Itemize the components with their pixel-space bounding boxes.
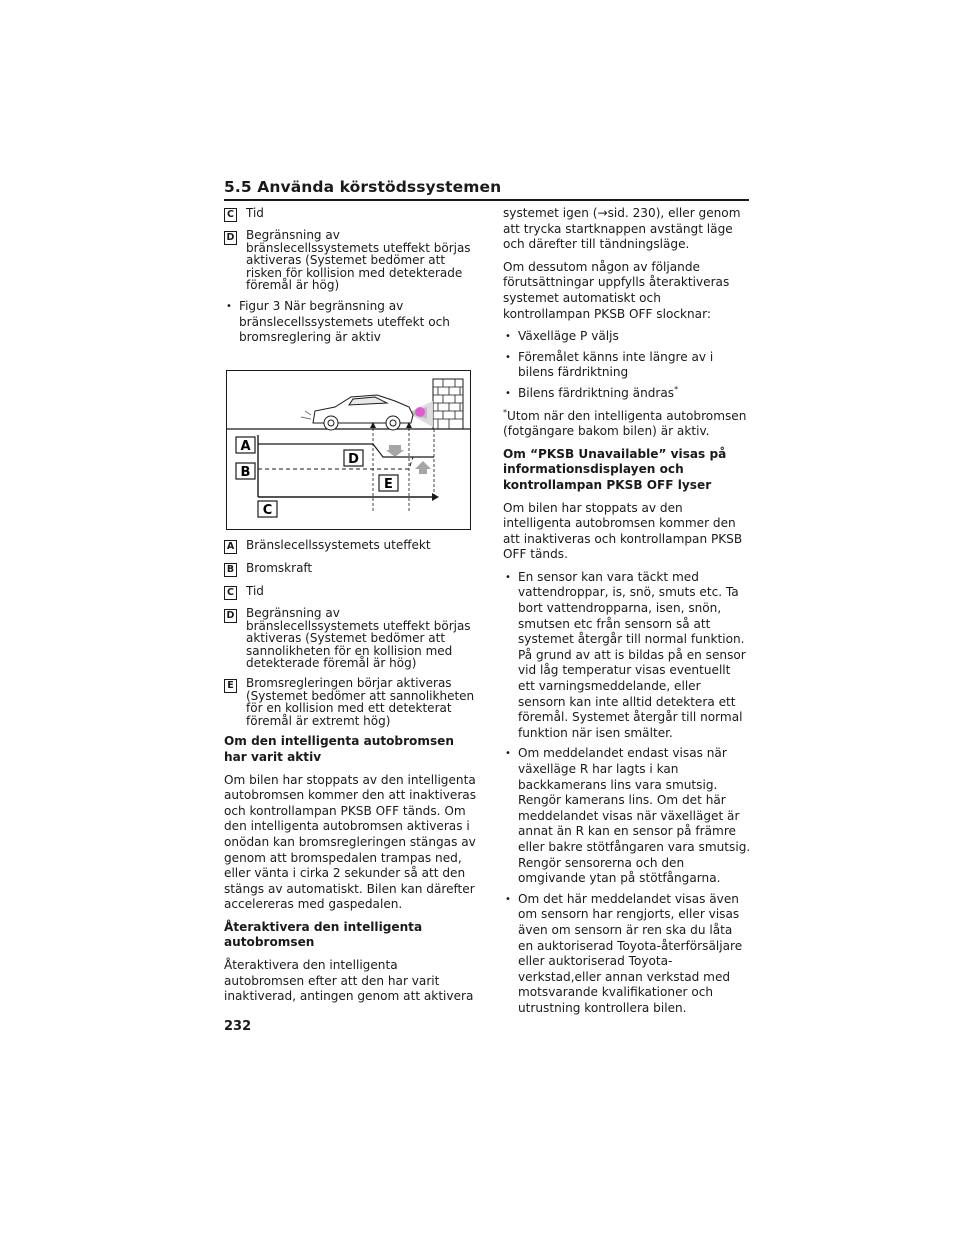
footnote bbox=[503, 409, 751, 440]
footnote-mark: * bbox=[674, 384, 679, 394]
label-text: Bromsregleringen börjar aktiveras (Systemet bedömer att sannolikheten för en kollision med ett detekterat föremål är extremt hög) bbox=[246, 675, 475, 728]
label-box: D bbox=[224, 609, 237, 623]
list-item: • Om meddelandet endast visas när växelläge R har lagts i kan backkamerans lins vara smutsig. Rengör kamerans lins. Om det här meddelandet visas när växelläget är annat än R kan en sensor på främre eller bakre stötfångaren vara smutsig. Rengör sensorerna och den omgivande ytan på stötfångarna. bbox=[503, 746, 751, 886]
list-item: • Om det här meddelandet visas även om sensorn har rengjorts, eller visas även om sensorn är ren ska du låta en auktoriserad Toyota-återförsäljare eller auktoriserad Toyota-verkstad,eller annan verkstad med motsvarande kvalifikationer och utrustning kontrollera bilen. bbox=[503, 892, 751, 1017]
right-column bbox=[503, 206, 751, 1024]
diagram-svg bbox=[227, 371, 470, 529]
list-item: • En sensor kan vara täckt med vattendroppar, is, snö, smuts etc. Ta bort vattendropparna, isen, snön, smutsen etc från sensorn så att systemet återgår till normal funktion. På grund av att is bildas på en sensor vid låg temperatur visas eventuellt ett varningsmeddelande, eller sensorn kan inte alltid detektera ett föremål. Systemet återgår till normal funktion när isen smälter. bbox=[503, 570, 751, 742]
figure-caption: • Figur 3 När begränsning av bränslecellssystemets uteffekt och bromsreglering är aktiv bbox=[224, 299, 476, 346]
list-item: • Föremålet känns inte längre av i bilens färdriktning bbox=[503, 350, 751, 381]
paragraph-conditions: Om dessutom någon av följande förutsättningar uppfylls återaktiveras systemet automatiskt och kontrollampan PKSB OFF slocknar: bbox=[503, 259, 730, 321]
label-box: E bbox=[224, 679, 237, 693]
label-box: D bbox=[224, 231, 237, 245]
heading-active: Om den intelligenta autobromsen har varit aktiv bbox=[224, 734, 454, 764]
legend-item-e bbox=[224, 677, 476, 727]
page-number: 232 bbox=[224, 1019, 252, 1034]
svg-text:D: D bbox=[348, 452, 359, 467]
paragraph-continued: systemet igen (→sid. 230), eller genom att trycka startknappen avstängt läge och därefter till tändningsläge. bbox=[503, 206, 741, 252]
label-box: B bbox=[224, 563, 237, 577]
footnote-mark: * bbox=[503, 407, 507, 417]
svg-text:C: C bbox=[262, 503, 273, 518]
label-box: C bbox=[224, 208, 237, 222]
header-rule bbox=[224, 199, 749, 201]
label-text: Begränsning av bränslecellssystemets uteffekt börjas aktiveras (Systemet bedömer att risken för kollision med detekterade föremål är hög) bbox=[246, 228, 471, 293]
heading-unavailable: Om “PKSB Unavailable” visas på informationsdisplayen och kontrollampan PKSB OFF lyser bbox=[503, 446, 727, 492]
label-c bbox=[258, 501, 277, 518]
conditions-list bbox=[503, 329, 751, 401]
label-text: Tid bbox=[246, 206, 264, 220]
legend-item-d bbox=[224, 607, 476, 670]
label-box: A bbox=[224, 540, 237, 554]
paragraph-active: Om bilen har stoppats av den intelligenta autobromsen kommer den att inaktiveras och kontrollampan PKSB OFF tänds. Om den intelligenta autobromsen aktiveras i onödan kan bromsregleringen stängas av genom att bromspedalen trampas ned, eller vänta i cirka 2 sekunder så att den stängs av automatiskt. Bilen kan därefter accelereras med gaspedalen. bbox=[224, 772, 477, 912]
left-column-top bbox=[224, 206, 476, 353]
label-item-c bbox=[224, 206, 476, 222]
left-column-bottom bbox=[224, 538, 476, 1012]
label-text: Bränslecellssystemets uteffekt bbox=[246, 538, 431, 552]
label-text: Tid bbox=[246, 584, 264, 598]
svg-text:E: E bbox=[384, 477, 393, 492]
section-title: 5.5 Använda körstödssystemen bbox=[224, 178, 502, 196]
page-header bbox=[224, 176, 749, 201]
figure-caption-list bbox=[224, 299, 476, 346]
down-arrow-icon bbox=[386, 445, 404, 457]
label-text: Begränsning av bränslecellssystemets uteffekt börjas aktiveras (Systemet bedömer att sannolikheten för en kollision med detekterade föremål är hög) bbox=[246, 606, 471, 671]
svg-text:A: A bbox=[240, 439, 251, 454]
label-text: Bromskraft bbox=[246, 561, 313, 575]
label-b bbox=[236, 463, 255, 480]
figure-illustration bbox=[226, 370, 471, 530]
legend-item-c bbox=[224, 584, 476, 600]
svg-text:B: B bbox=[240, 465, 251, 480]
label-d bbox=[344, 450, 363, 467]
paragraph-unavailable: Om bilen har stoppats av den intelligenta autobromsen kommer den att inaktiveras och kontrollampan PKSB OFF tänds. bbox=[503, 500, 743, 562]
up-arrow-icon bbox=[415, 461, 431, 474]
brick-wall-icon bbox=[433, 379, 463, 429]
legend-item-b bbox=[224, 561, 476, 577]
car-icon bbox=[301, 395, 413, 430]
unavailable-list bbox=[503, 570, 751, 1017]
list-item: • Växelläge P väljs bbox=[503, 329, 751, 345]
label-item-d bbox=[224, 229, 476, 292]
heading-reactivate: Återaktivera den intelligenta autobromsen bbox=[224, 919, 423, 950]
label-e bbox=[379, 475, 398, 492]
label-box: C bbox=[224, 586, 237, 600]
list-item bbox=[503, 386, 751, 402]
time-axis-arrow-icon bbox=[432, 493, 439, 501]
list-item-text: Bilens färdriktning ändras bbox=[518, 385, 675, 400]
paragraph-reactivate: Återaktivera den intelligenta autobromsen efter att den har varit inaktiverad, antingen genom att aktivera bbox=[224, 958, 474, 1004]
legend-item-a bbox=[224, 538, 476, 554]
label-a bbox=[236, 437, 255, 454]
footnote-text: Utom när den intelligenta autobromsen (fotgängare bakom bilen) är aktiv. bbox=[503, 408, 747, 439]
